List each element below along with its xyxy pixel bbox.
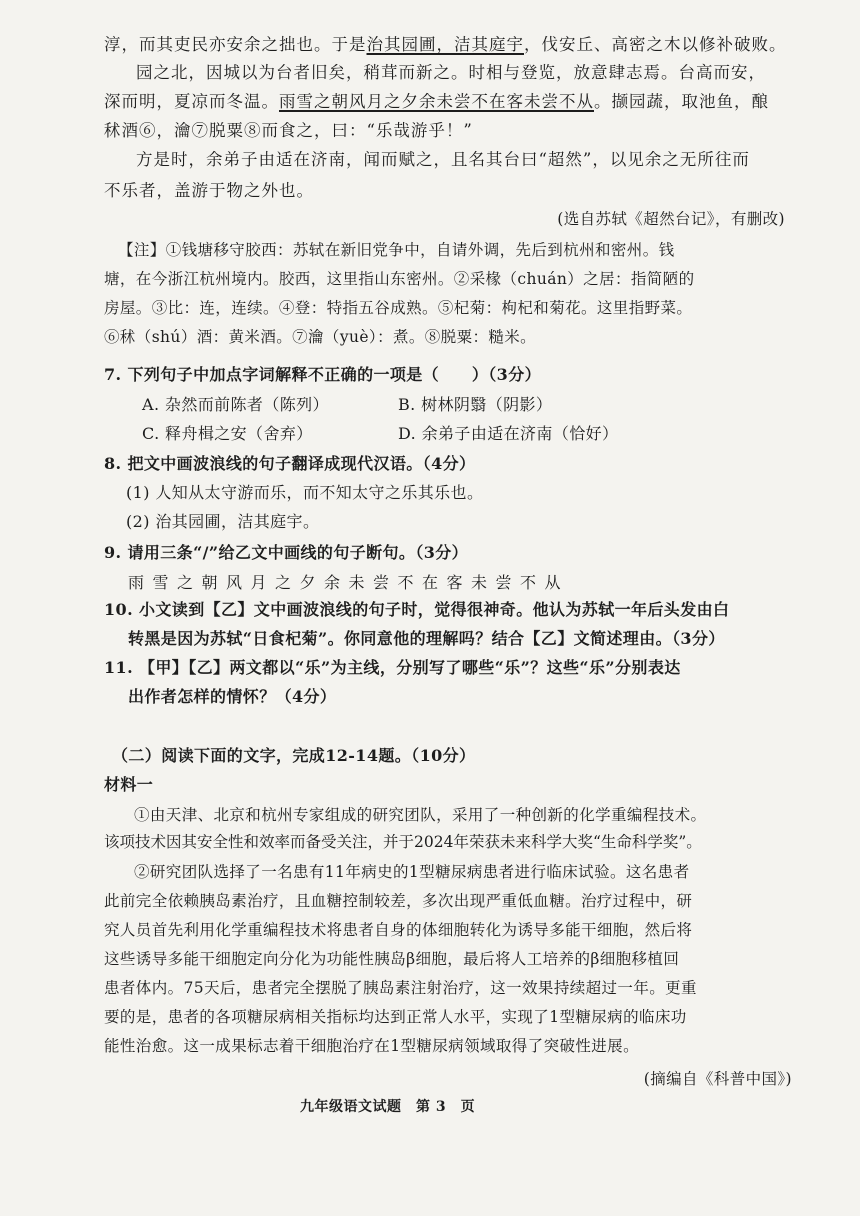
question-7-option-c: C. 释舟楫之安（舍弃）	[142, 424, 313, 443]
question-11-line-1: 11. 【甲】【乙】两文都以“乐”为主线，分别写了哪些“乐”？这些“乐”分别表达	[104, 658, 681, 677]
note-line-1: 【注】①钱塘移守胶西：苏轼在新旧党争中，自请外调，先后到杭州和密州。钱	[118, 241, 675, 259]
material-source: (摘编自《科普中国》)	[643, 1070, 792, 1088]
passage-text: 淳，而其吏民亦安余之拙也。于是	[104, 35, 367, 54]
passage-line-5: 方是时，余弟子由适在济南，闻而赋之，且名其台曰“超然”，以见余之无所往而	[136, 150, 750, 169]
passage-text: 。撷园蔬，取池鱼，酿	[594, 92, 769, 111]
underlined-sentence: 治其园圃，洁其庭宇	[366, 35, 524, 54]
question-7-option-a: A. 杂然而前陈者（陈列）	[142, 395, 329, 414]
note-line-3: 房屋。③比：连，连续。④登：特指五谷成熟。⑤杞菊：枸杞和菊花。这里指野菜。	[104, 299, 693, 317]
question-9: 9. 请用三条“/”给乙文中画线的句子断句。（3分）	[104, 543, 469, 562]
material-p2-line-5: 患者体内。75天后，患者完全摆脱了胰岛素注射治疗，这一效果持续超过一年。更重	[104, 979, 697, 997]
passage-line-2: 园之北，因城以为台者旧矣，稍茸而新之。时相与登览，放意肆志焉。台高而安，	[136, 63, 766, 82]
question-10-line-2: 转黑是因为苏轼“日食杞菊”。你同意他的理解吗？结合【乙】文简述理由。（3分）	[128, 629, 725, 648]
material-p2-line-7: 能性治愈。这一成果标志着干细胞治疗在1型糖尿病领域取得了突破性进展。	[104, 1037, 639, 1055]
passage-line-4: 秫酒⑥，瀹⑦脱粟⑧而食之，曰：“乐哉游乎！”	[104, 121, 473, 140]
question-10-line-1: 10. 小文读到【乙】文中画波浪线的句子时，觉得很神奇。他认为苏轼一年后头发由白	[104, 600, 730, 619]
passage-line-6: 不乐者，盖游于物之外也。	[104, 181, 314, 200]
question-7-option-d: D. 余弟子由适在济南（恰好）	[398, 424, 619, 443]
question-8-item-1: (1) 人知从太守游而乐，而不知太守之乐其乐也。	[126, 483, 484, 502]
section-2-heading: （二）阅读下面的文字，完成12-14题。（10分）	[112, 746, 476, 765]
passage-text: 深而明，夏凉而冬温。	[104, 92, 279, 111]
material-p2-line-1: ②研究团队选择了一名患有11年病史的1型糖尿病患者进行临床试验。这名患者	[134, 863, 690, 881]
question-7: 7. 下列句子中加点字词解释不正确的一项是（ ）（3分）	[104, 365, 542, 384]
question-7-option-b: B. 树林阴翳（阴影）	[398, 395, 553, 414]
passage-text: ，伐安丘、高密之木以修补破败。	[524, 35, 787, 54]
passage-line-3	[104, 91, 769, 113]
passage-source: (选自苏轼《超然台记》，有删改)	[557, 210, 785, 228]
underlined-sentence: 雨雪之朝风月之夕余未尝不在客未尝不从	[279, 92, 594, 111]
question-8: 8. 把文中画波浪线的句子翻译成现代汉语。（4分）	[104, 454, 476, 473]
material-p1-line-1: ①由天津、北京和杭州专家组成的研究团队，采用了一种创新的化学重编程技术。	[134, 806, 707, 824]
question-11-line-2: 出作者怎样的情怀？（4分）	[128, 687, 337, 706]
passage-line-1	[104, 34, 787, 56]
material-p2-line-2: 此前完全依赖胰岛素治疗，且血糖控制较差，多次出现严重低血糖。治疗过程中，研	[104, 892, 693, 910]
question-8-item-2: (2) 治其园圃，洁其庭宇。	[126, 512, 320, 531]
material-p2-line-6: 要的是，患者的各项糖尿病相关指标均达到正常人水平，实现了1型糖尿病的临床功	[104, 1008, 687, 1026]
note-line-2: 塘，在今浙江杭州境内。胶西，这里指山东密州。②采椽（chuán）之居：指简陋的	[104, 270, 695, 288]
question-9-sentence: 雨雪之朝风月之夕余未尝不在客未尝不从	[128, 573, 570, 592]
material-p1-line-2: 该项技术因其安全性和效率而备受关注，并于2024年荣获未来科学大奖“生命科学奖”。	[104, 833, 702, 851]
note-line-4: ⑥秫（shú）酒：黄米酒。⑦瀹（yuè）：煮。⑧脱粟：糙米。	[104, 328, 537, 346]
material-p2-line-4: 这些诱导多能干细胞定向分化为功能性胰岛β细胞，最后将人工培养的β细胞移植回	[104, 950, 680, 968]
page-footer: 九年级语文试题 第 3 页	[300, 1099, 476, 1115]
material-1-label: 材料一	[104, 775, 154, 794]
material-p2-line-3: 究人员首先利用化学重编程技术将患者自身的体细胞转化为诱导多能干细胞，然后将	[104, 921, 693, 939]
